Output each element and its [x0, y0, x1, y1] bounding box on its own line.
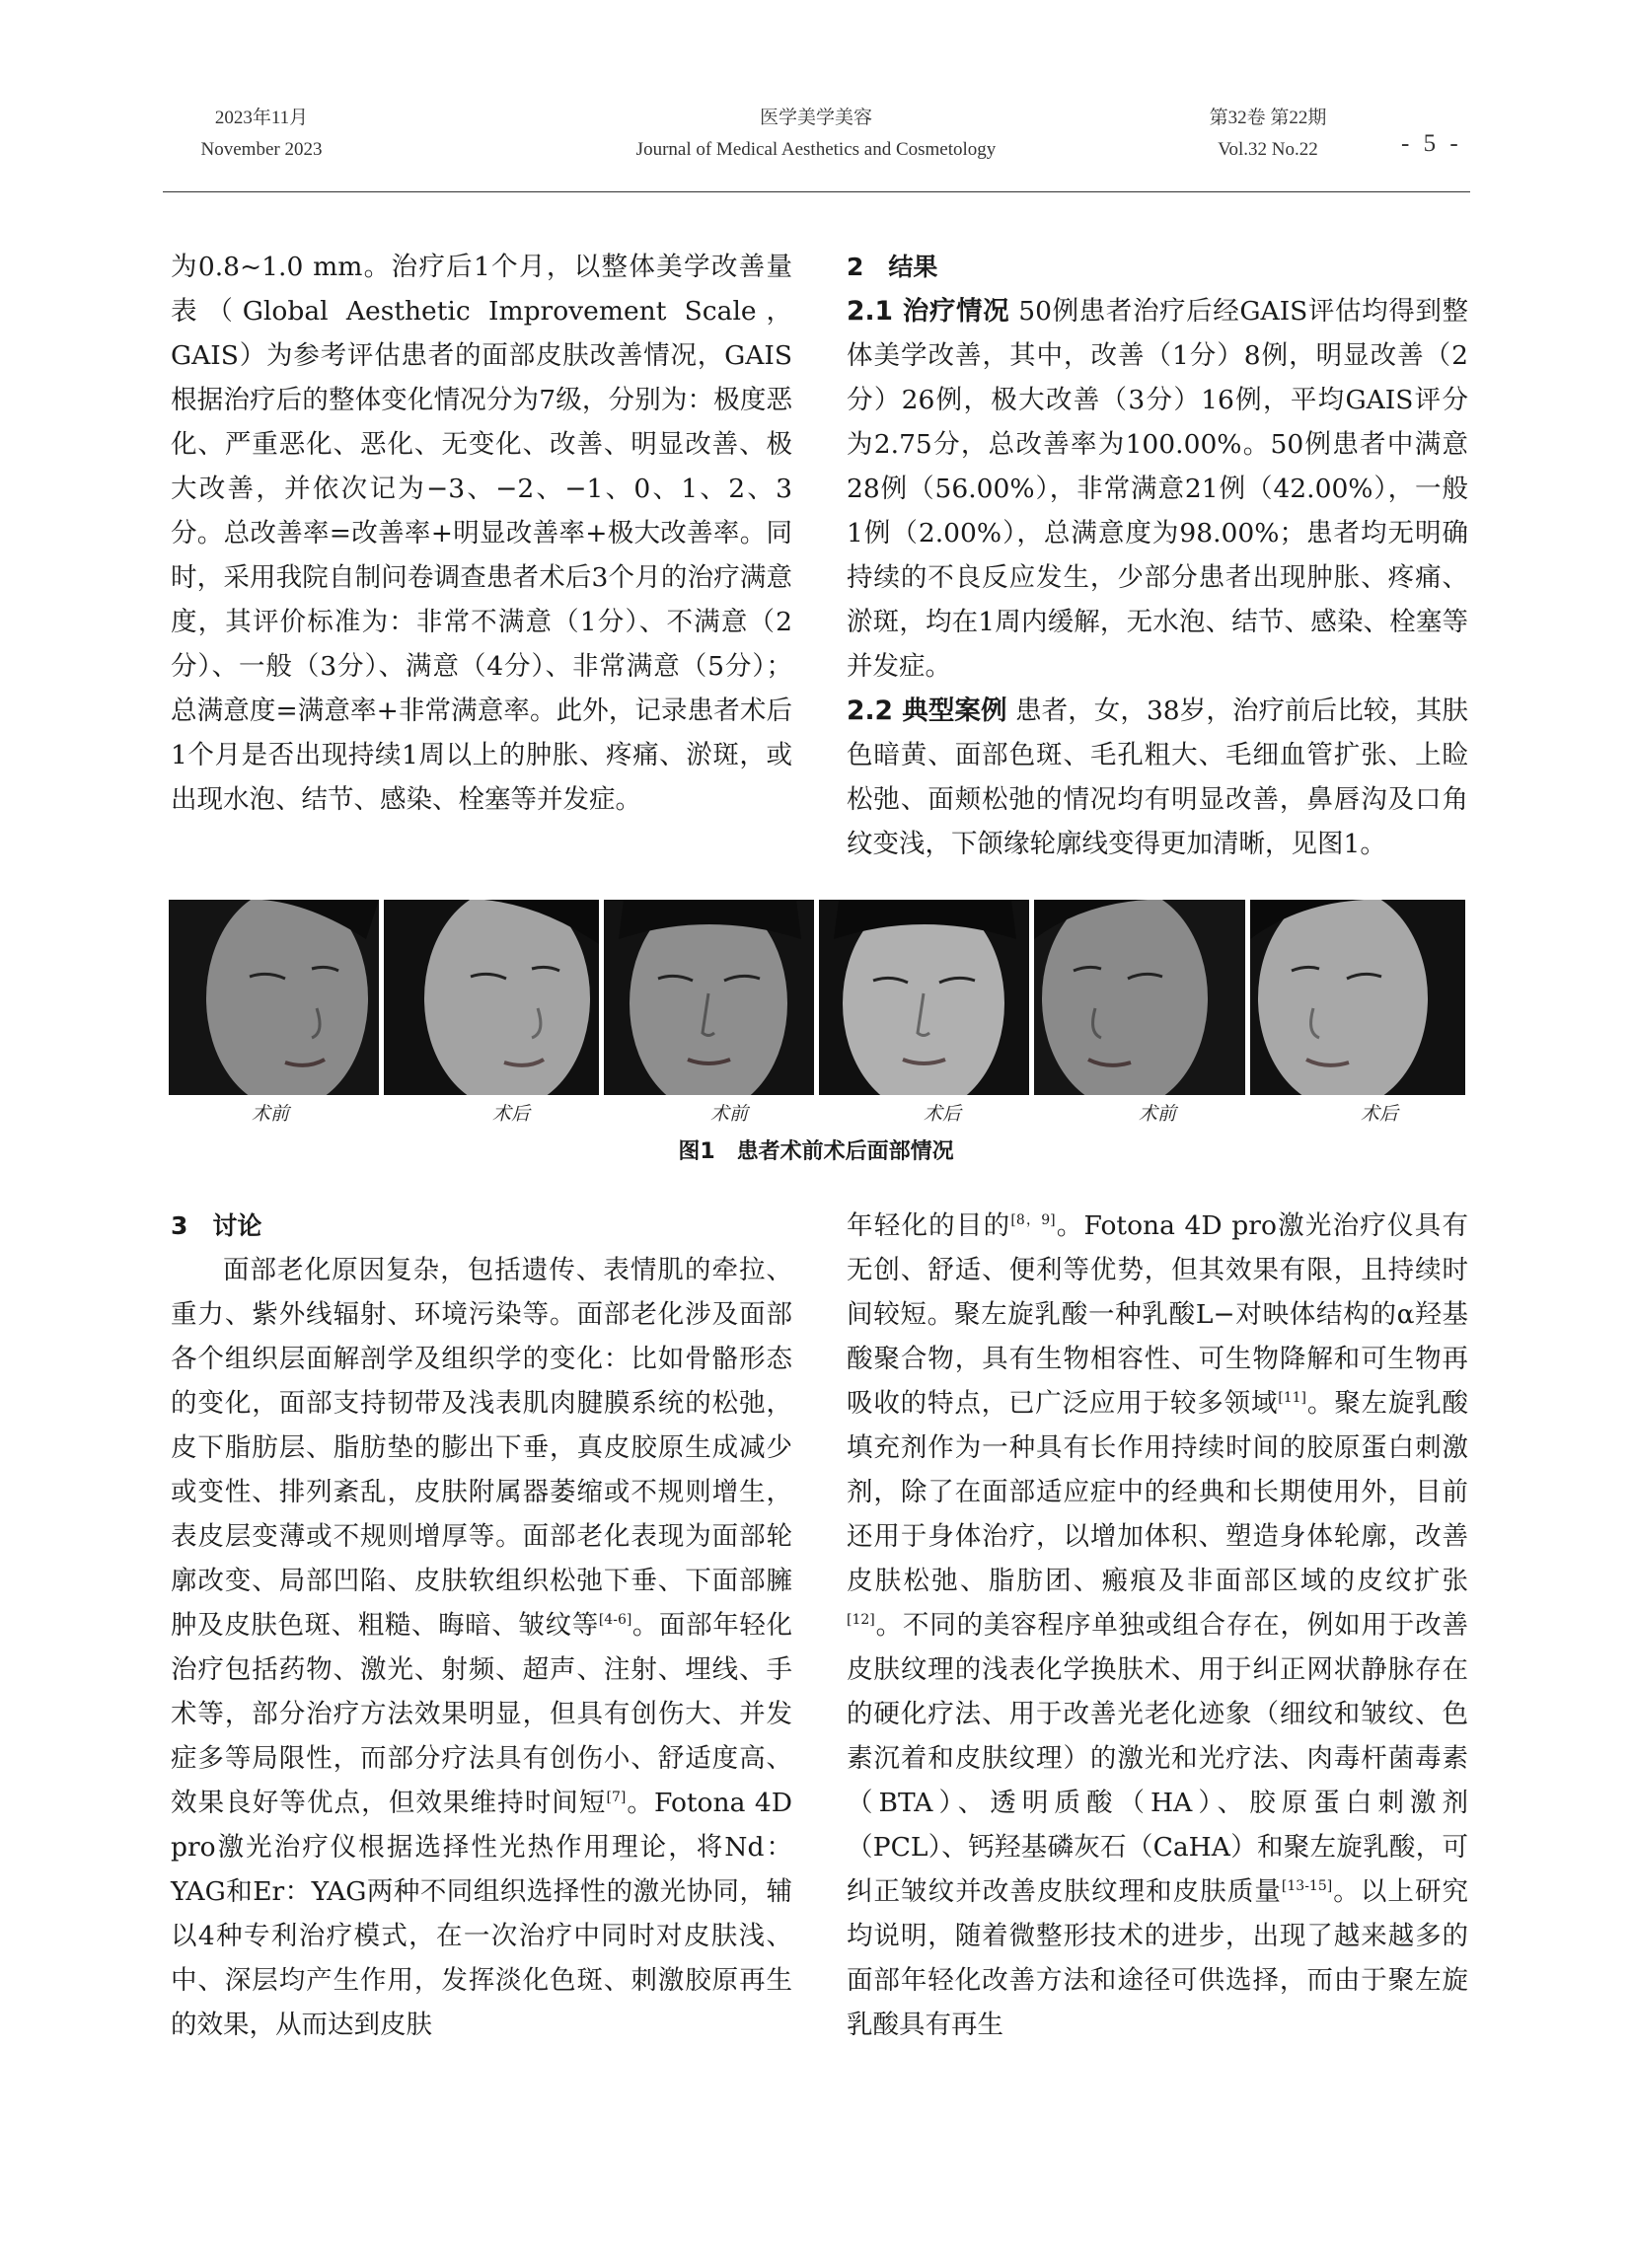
- photo-after-left-oblique: [1250, 900, 1465, 1095]
- header-journal: [520, 103, 1112, 166]
- results-paragraph-2: [847, 689, 1468, 866]
- citation-8-9: [8，9]: [1010, 1212, 1056, 1229]
- methods-continuation: [171, 245, 792, 822]
- results-text-2: 患者，女，38岁，治疗前后比较，其肤色暗黄、面部色斑、毛孔粗大、毛细血管扩张、上睑松弛、面颊松弛的情况均有明显改善，鼻唇沟及口角纹变浅，下颌缘轮廓线变得更加清晰，见图1。: [847, 695, 1468, 859]
- photo-label-before-2: 术前: [709, 1103, 748, 1125]
- citation-12: [12]: [847, 1612, 875, 1629]
- header-volume-en: Vol.32 No.22: [1218, 139, 1318, 160]
- header-date: [163, 103, 360, 166]
- citation-11: [11]: [1278, 1390, 1307, 1407]
- header-volume-cn: 第32卷 第22期: [1209, 108, 1327, 128]
- photo-before-right-oblique: [169, 900, 379, 1095]
- citation-7: [7]: [606, 1790, 627, 1806]
- photo-after-right-oblique: [384, 900, 599, 1095]
- results-subheading-1: 2.1 治疗情况: [847, 296, 1010, 327]
- methods-paragraph: 为0.8~1.0 mm。治疗后1个月，以整体美学改善量表（Global Aesthetic Improvement Scale，GAIS）为参考评估患者的面部皮肤改善情况，GAIS根据治疗后的整体变化情况分为7级，分别为：极度恶化、严重恶化、恶化、无变化、改善、明显改善、极大改善，并依次记为−3、−2、−1、0、1、2、3分。总改善率=改善率+明显改善率+极大改善率。同时，采用我院自制问卷调查患者术后3个月的治疗满意度，其评价标准为：非常不满意（1分）、不满意（2分）、一般（3分）、满意（4分）、非常满意（5分）；总满意度=满意率+非常满意率。此外，记录患者术后1个月是否出现持续1周以上的肿胀、疼痛、淤斑，或出现水泡、结节、感染、栓塞等并发症。: [171, 252, 792, 815]
- results-section: [847, 245, 1468, 866]
- photo-before-left-oblique: [1034, 900, 1245, 1095]
- citation-4-6: [4-6]: [598, 1612, 632, 1629]
- photo-label-before-1: 术前: [251, 1103, 289, 1125]
- discussion-text-c: 。Fotona 4D pro激光治疗仪根据选择性光热作用理论，将Nd：YAG和Er：YAG两种不同组织选择性的激光协同，辅以4种专利治疗模式，在一次治疗中同时对皮肤浅、中、深层均产生作用，发挥淡化色斑、刺激胶原再生的效果，从而达到皮肤: [171, 1788, 792, 2040]
- discussion-text-e: 。Fotona 4D pro激光治疗仪具有无创、舒适、便利等优势，但其效果有限，且持续时间较短。聚左旋乳酸一种乳酸L−对映体结构的α羟基酸聚合物，具有生物相容性、可生物降解和可生物再吸收的特点，已广泛应用于较多领域: [847, 1210, 1468, 1419]
- header-journal-en: Journal of Medical Aesthetics and Cosmetology: [635, 139, 997, 160]
- discussion-text-b: 。面部年轻化治疗包括药物、激光、射频、超声、注射、埋线、手术等，部分治疗方法效果明显，但具有创伤大、并发症多等局限性，而部分疗法具有创伤小、舒适度高、效果良好等优点，但效果维持时间短: [171, 1610, 793, 1818]
- discussion-paragraph-cont: [847, 1204, 1468, 2047]
- discussion-text-d: 年轻化的目的: [847, 1210, 1011, 1241]
- discussion-heading: 3 讨论: [171, 1211, 262, 1240]
- photo-before-frontal: [604, 900, 814, 1095]
- photo-label-before-3: 术前: [1138, 1103, 1176, 1125]
- header-date-en: November 2023: [200, 139, 323, 160]
- header-divider: [163, 191, 1470, 192]
- discussion-text-f: 。聚左旋乳酸填充剂作为一种具有长作用持续时间的胶原蛋白刺激剂，除了在面部适应症中的经典和长期使用外，目前还用于身体治疗，以增加体积、塑造身体轮廓，改善皮肤松弛、脂肪团、瘢痕及非面部区域的皮纹扩张: [847, 1388, 1469, 1596]
- photo-label-after-3: 术后: [1360, 1103, 1398, 1125]
- photo-after-frontal: [819, 900, 1029, 1095]
- header-journal-cn: 医学美学美容: [759, 108, 872, 128]
- discussion-paragraph: [171, 1248, 792, 2047]
- citation-13-15: [13-15]: [1281, 1878, 1333, 1895]
- results-heading: 2 结果: [847, 253, 938, 281]
- header-volume: [1159, 103, 1376, 166]
- page-number: - 5 -: [1401, 130, 1462, 157]
- discussion-text-h: 。以上研究均说明，随着微整形技术的进步，出现了越来越多的面部年轻化改善方法和途径可供选择，而由于聚左旋乳酸具有再生: [847, 1876, 1469, 2040]
- discussion-text-a: 面部老化原因复杂，包括遗传、表情肌的牵拉、重力、紫外线辐射、环境污染等。面部老化涉及面部各个组织层面解剖学及组织学的变化：比如骨骼形态的变化，面部支持韧带及浅表肌肉腱膜系统的松弛，皮下脂肪层、脂肪垫的膨出下垂，真皮胶原生成减少或变性、排列紊乱，皮肤附属器萎缩或不规则增生，表皮层变薄或不规则增厚等。面部老化表现为面部轮廓改变、局部凹陷、皮肤软组织松弛下垂、下面部臃肿及皮肤色斑、粗糙、晦暗、皱纹等: [171, 1255, 792, 1641]
- photo-label-after-1: 术后: [491, 1103, 530, 1125]
- photo-label-after-2: 术后: [923, 1103, 961, 1125]
- results-subheading-2: 2.2 典型案例: [847, 695, 1007, 726]
- results-text-1: 50例患者治疗后经GAIS评估均得到整体美学改善，其中，改善（1分）8例，明显改善（2分）26例，极大改善（3分）16例，平均GAIS评分为2.75分，总改善率为100.00%。50例患者中满意28例（56.00%），非常满意21例（42.00%），一般1例（2.00%），总满意度为98.00%；患者均无明确持续的不良反应发生，少部分患者出现肿胀、疼痛、淤斑，均在1周内缓解，无水泡、结节、感染、栓塞等并发症。: [847, 296, 1468, 682]
- header-date-cn: 2023年11月: [214, 108, 309, 128]
- discussion-left-column: [171, 1204, 792, 2047]
- discussion-right-column: [847, 1204, 1468, 2047]
- figure-caption: 图1 患者术前术后面部情况: [678, 1139, 954, 1164]
- figure-photos: [169, 900, 1465, 1095]
- results-paragraph-1: [847, 289, 1468, 689]
- discussion-text-g: 。不同的美容程序单独或组合存在，例如用于改善皮肤纹理的浅表化学换肤术、用于纠正网状静脉存在的硬化疗法、用于改善光老化迹象（细纹和皱纹、色素沉着和皮肤纹理）的激光和光疗法、肉毒杆菌毒素（BTA）、透明质酸（HA）、胶原蛋白刺激剂（PCL）、钙羟基磷灰石（CaHA）和聚左旋乳酸，可纠正皱纹并改善皮肤纹理和皮肤质量: [847, 1610, 1468, 1907]
